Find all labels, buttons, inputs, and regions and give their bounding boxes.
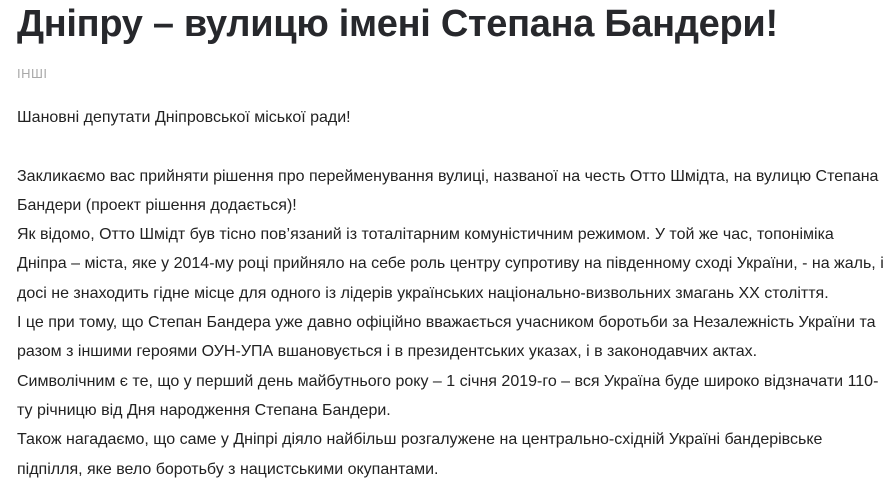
body-paragraph: Закликаємо вас прийняти рішення про перейменування вулиці, названої на честь Отто Шмідта, на вулицю Степана Бандери (проект рішення додається)! — [17, 167, 879, 214]
article-body — [17, 103, 885, 484]
body-paragraph: Символічним є те, що у перший день майбутнього року – 1 січня 2019-го – вся Україна буде широко відзначати 110-ту річницю від Дня народження Степана Бандери. — [17, 372, 879, 419]
category-link[interactable]: ІНШІ — [17, 66, 48, 81]
article-title: Дніпру – вулицю імені Степана Бандери! — [17, 3, 778, 45]
greeting-paragraph: Шановні депутати Дніпровської міської ради! — [17, 109, 351, 126]
body-paragraph: Як відомо, Отто Шмідт був тісно пов’язаний із тоталітарним комуністичним режимом. У той же час, топоніміка Дніпра – міста, яке у 2014-му році прийняло на себе роль центру супротиву на південному сході України, - на жаль, і досі не знаходить гідне місце для одного із лідерів українських національно-визвольних змагань ХХ століття. — [17, 226, 884, 302]
body-paragraph: Також нагадаємо, що саме у Дніпрі діяло найбільш розгалужене на центрально-східній Україні бандерівське підпілля, яке вело боротьбу з нацистськими окупантами. — [17, 431, 823, 478]
article — [17, 0, 885, 484]
body-paragraph: І це при тому, що Степан Бандера уже давно офіційно вважається учасником боротьби за Незалежність України та разом з іншими героями ОУН-УПА вшановується і в президентських указах, і в законодавчих актах. — [17, 314, 876, 361]
